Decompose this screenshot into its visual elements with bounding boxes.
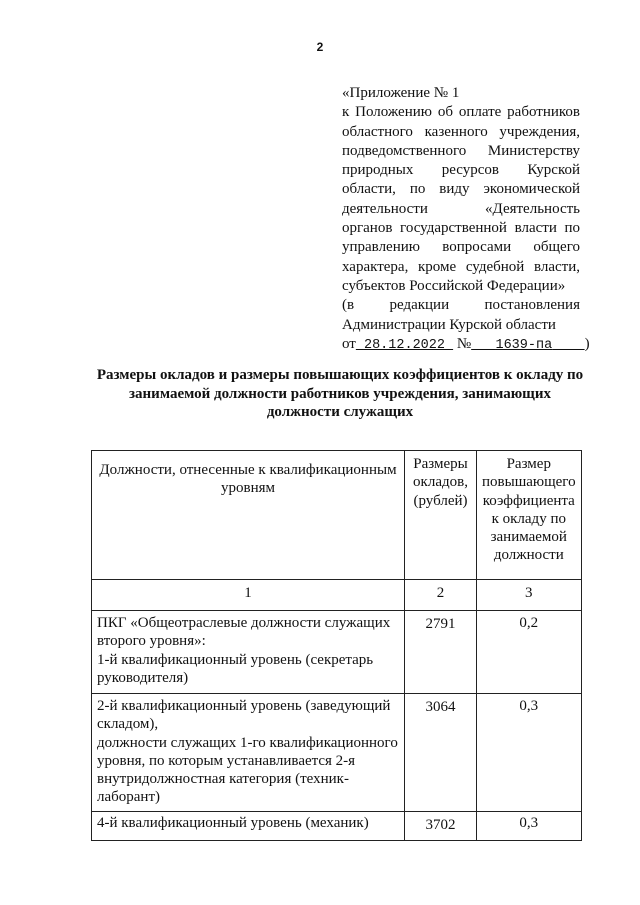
appendix-line: деятельности «Деятельность (342, 200, 580, 217)
column-number: 2 (405, 580, 477, 611)
table-row (92, 694, 582, 812)
appendix-block (342, 84, 590, 355)
coefficient-cell: 0,2 (477, 611, 582, 694)
salary-cell: 3064 (405, 694, 477, 812)
coefficient-cell: 0,3 (477, 694, 582, 812)
appendix-date-line (342, 336, 590, 352)
table-row (92, 812, 582, 841)
header-cell-salary: Размеры окладов, (рублей) (405, 451, 477, 580)
date-prefix: от (342, 335, 356, 352)
column-number: 3 (477, 580, 582, 611)
appendix-line: Администрации Курской области (342, 316, 556, 333)
appendix-line: подведомственного Министерству (342, 142, 580, 159)
column-number: 1 (92, 580, 405, 611)
appendix-line: областного казенного учреждения, (342, 123, 580, 140)
decree-date: 28.12.2022 (363, 337, 445, 353)
appendix-line: управлению вопросами общего (342, 239, 580, 256)
appendix-line: «Приложение № 1 (342, 85, 460, 101)
appendix-line: области, по виду экономической (342, 181, 580, 198)
coefficient-cell: 0,3 (477, 812, 582, 841)
position-cell (92, 694, 405, 812)
table-heading (90, 366, 590, 422)
number-sign: № (456, 335, 472, 352)
table-header-row (92, 451, 582, 580)
salary-cell: 3702 (405, 812, 477, 841)
appendix-line: характера, кроме судебной власти, (342, 258, 580, 275)
decree-number: 1639-па (495, 337, 553, 353)
closing-paren: ) (584, 335, 590, 352)
heading-line: должности служащих (266, 404, 414, 421)
heading-line: занимаемой должности работников учреждения, занимающих (129, 385, 551, 402)
column-number-row (92, 580, 582, 611)
position-cell (92, 611, 405, 694)
salary-table (91, 450, 582, 841)
header-cell-positions: Должности, отнесенные к квалификационным уровням (92, 451, 405, 580)
appendix-line: субъектов Российской Федерации» (342, 277, 566, 294)
position-detail: 1-й квалификационный уровень (секретарь руководителя) (97, 651, 374, 686)
appendix-line: органов государственной власти по (342, 220, 580, 237)
appendix-line: (в редакции постановления (342, 297, 580, 314)
position-title: 2-й квалификационный уровень (заведующий складом), (97, 698, 391, 733)
heading-line: Размеры окладов и размеры повышающих коэффициентов к окладу по (96, 367, 584, 383)
position-title: ПКГ «Общеотраслевые должности служащих второго уровня»: (97, 615, 391, 650)
salary-cell: 2791 (405, 611, 477, 694)
page-number: 2 (316, 40, 324, 54)
header-cell-coefficient: Размер повышающего коэффициента к окладу по занимаемой должности (477, 451, 582, 580)
appendix-line: природных ресурсов Курской (342, 162, 580, 179)
appendix-line: к Положению об оплате работников (342, 104, 580, 121)
position-cell: 4-й квалификационный уровень (механик) (92, 812, 405, 841)
position-detail: должности служащих 1-го квалификационного уровня, по которым устанавливается 2-я внутридолжностная категория (техник-лаборант) (97, 734, 398, 806)
table-row (92, 611, 582, 694)
